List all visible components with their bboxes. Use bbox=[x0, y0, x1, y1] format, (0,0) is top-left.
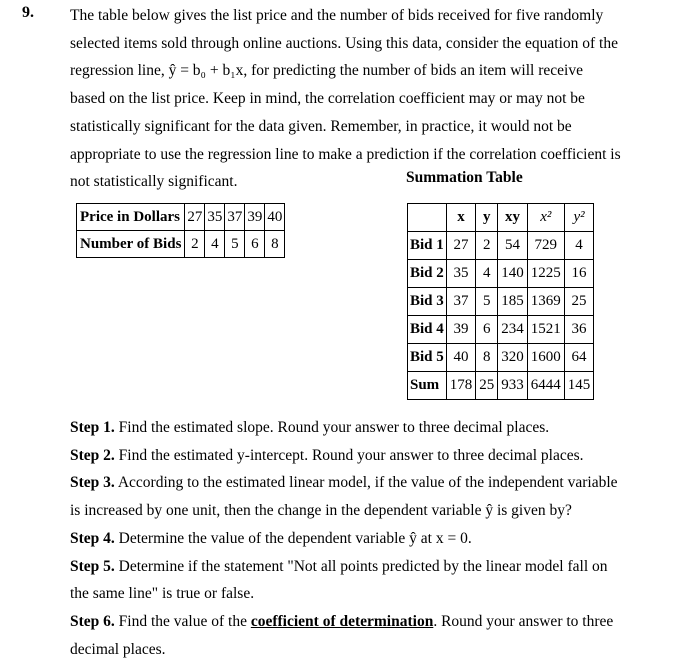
table-cell: 25 bbox=[476, 372, 498, 400]
step-label: Step 6. bbox=[70, 612, 115, 630]
step-text: Determine if the statement "Not all points predicted by the linear model fall on bbox=[118, 557, 608, 575]
table-cell: 140 bbox=[498, 260, 528, 288]
table-cell: 54 bbox=[498, 232, 528, 260]
row-header: Bid 2 bbox=[408, 260, 447, 288]
header-cell bbox=[408, 204, 447, 232]
step-text: . Round your answer to three bbox=[433, 612, 614, 630]
table-cell: 40 bbox=[265, 204, 285, 231]
step-text: According to the estimated linear model, if the value of the independent variable bbox=[117, 474, 618, 492]
header-cell: xy bbox=[498, 204, 528, 232]
row-header: Bid 5 bbox=[408, 344, 447, 372]
table-cell: 36 bbox=[564, 316, 594, 344]
step-text: Find the estimated slope. Round your answer to three decimal places. bbox=[118, 419, 550, 436]
table-row bbox=[408, 344, 594, 372]
table-cell: 1521 bbox=[527, 316, 564, 344]
row-header: Price in Dollars bbox=[77, 204, 185, 231]
table-cell: 145 bbox=[564, 372, 594, 400]
table-cell: 39 bbox=[446, 316, 476, 344]
header-cell: y² bbox=[564, 204, 594, 232]
table-cell: 39 bbox=[245, 204, 265, 231]
table-cell: 320 bbox=[498, 344, 528, 372]
table-cell: 27 bbox=[185, 204, 205, 231]
table-cell: 25 bbox=[564, 288, 594, 316]
step-text: Determine the value of the dependent variable ŷ at x = 0. bbox=[118, 529, 472, 547]
table-cell: 6444 bbox=[527, 372, 564, 400]
table-row-sum bbox=[408, 372, 594, 400]
table-cell: 729 bbox=[527, 232, 564, 260]
table-row bbox=[408, 260, 594, 288]
table-cell: 178 bbox=[446, 372, 476, 400]
table-cell: 35 bbox=[205, 204, 225, 231]
step-label: Step 2. bbox=[70, 446, 115, 464]
table-cell: 933 bbox=[498, 372, 528, 400]
question-line: selected items sold through online auctions. Using this data, consider the equation of the bbox=[70, 34, 618, 52]
table-cell: 2 bbox=[185, 231, 205, 258]
step-6 bbox=[70, 608, 670, 636]
step-6-cont: decimal places. bbox=[70, 640, 166, 658]
row-header: Bid 4 bbox=[408, 316, 447, 344]
table-cell: 185 bbox=[498, 288, 528, 316]
table-cell: 5 bbox=[225, 231, 245, 258]
table-row bbox=[408, 288, 594, 316]
question-text bbox=[70, 2, 670, 196]
step-2 bbox=[70, 442, 670, 470]
table-cell: 40 bbox=[446, 344, 476, 372]
question-line: statistically significant for the data given. Remember, in practice, it would not be bbox=[70, 117, 572, 135]
table-cell: 64 bbox=[564, 344, 594, 372]
row-header: Bid 1 bbox=[408, 232, 447, 260]
table-row bbox=[77, 204, 285, 231]
row-header: Number of Bids bbox=[77, 231, 185, 258]
table-cell: 1369 bbox=[527, 288, 564, 316]
step-5-cont: the same line" is true or false. bbox=[70, 585, 255, 603]
table-cell: 37 bbox=[225, 204, 245, 231]
table-cell: 234 bbox=[498, 316, 528, 344]
table-row bbox=[408, 232, 594, 260]
header-cell: x bbox=[446, 204, 476, 232]
row-header: Bid 3 bbox=[408, 288, 447, 316]
table-row bbox=[408, 316, 594, 344]
question-line: based on the list price. Keep in mind, the correlation coefficient may or may not be bbox=[70, 90, 585, 108]
price-bids-table bbox=[76, 203, 285, 258]
question-line: appropriate to use the regression line to make a prediction if the correlation coefficient is bbox=[70, 145, 621, 163]
table-cell: 27 bbox=[446, 232, 476, 260]
table-cell: 6 bbox=[476, 316, 498, 344]
table-cell: 4 bbox=[476, 260, 498, 288]
step-label: Step 3. bbox=[70, 474, 115, 492]
step-label: Step 4. bbox=[70, 529, 115, 547]
table-cell: 5 bbox=[476, 288, 498, 316]
step-4 bbox=[70, 525, 670, 553]
table-cell: 4 bbox=[205, 231, 225, 258]
table-cell: 37 bbox=[446, 288, 476, 316]
table-row bbox=[77, 231, 285, 258]
step-label: Step 1. bbox=[70, 419, 115, 436]
step-3 bbox=[70, 469, 670, 497]
step-3-cont: is increased by one unit, then the change in the dependent variable ŷ is given by? bbox=[70, 502, 572, 520]
table-cell: 6 bbox=[245, 231, 265, 258]
step-text: Find the value of the bbox=[118, 612, 251, 630]
table-cell: 1600 bbox=[527, 344, 564, 372]
step-5 bbox=[70, 553, 670, 581]
table-cell: 8 bbox=[476, 344, 498, 372]
step-text: Find the estimated y-intercept. Round your answer to three decimal places. bbox=[118, 446, 584, 464]
table-cell: 35 bbox=[446, 260, 476, 288]
table-cell: 8 bbox=[265, 231, 285, 258]
steps-list bbox=[70, 414, 670, 663]
summation-table-title: Summation Table bbox=[406, 169, 523, 186]
table-header-row bbox=[408, 204, 594, 232]
coefficient-of-determination-link[interactable]: coefficient of determination bbox=[250, 612, 434, 630]
question-line: The table below gives the list price and the number of bids received for five randomly bbox=[70, 7, 604, 24]
table-cell: 1225 bbox=[527, 260, 564, 288]
header-cell: x² bbox=[527, 204, 564, 232]
header-cell: y bbox=[476, 204, 498, 232]
question-line: regression line, ŷ = b₀ + b₁x, for predicting the number of bids an item will receive bbox=[70, 62, 583, 80]
question-number: 9. bbox=[22, 4, 34, 21]
table-cell: 2 bbox=[476, 232, 498, 260]
step-1 bbox=[70, 414, 670, 442]
step-label: Step 5. bbox=[70, 557, 115, 575]
table-cell: 16 bbox=[564, 260, 594, 288]
summation-table bbox=[407, 203, 594, 400]
table-cell: 4 bbox=[564, 232, 594, 260]
row-header: Sum bbox=[408, 372, 447, 400]
question-line: not statistically significant. bbox=[70, 173, 238, 191]
